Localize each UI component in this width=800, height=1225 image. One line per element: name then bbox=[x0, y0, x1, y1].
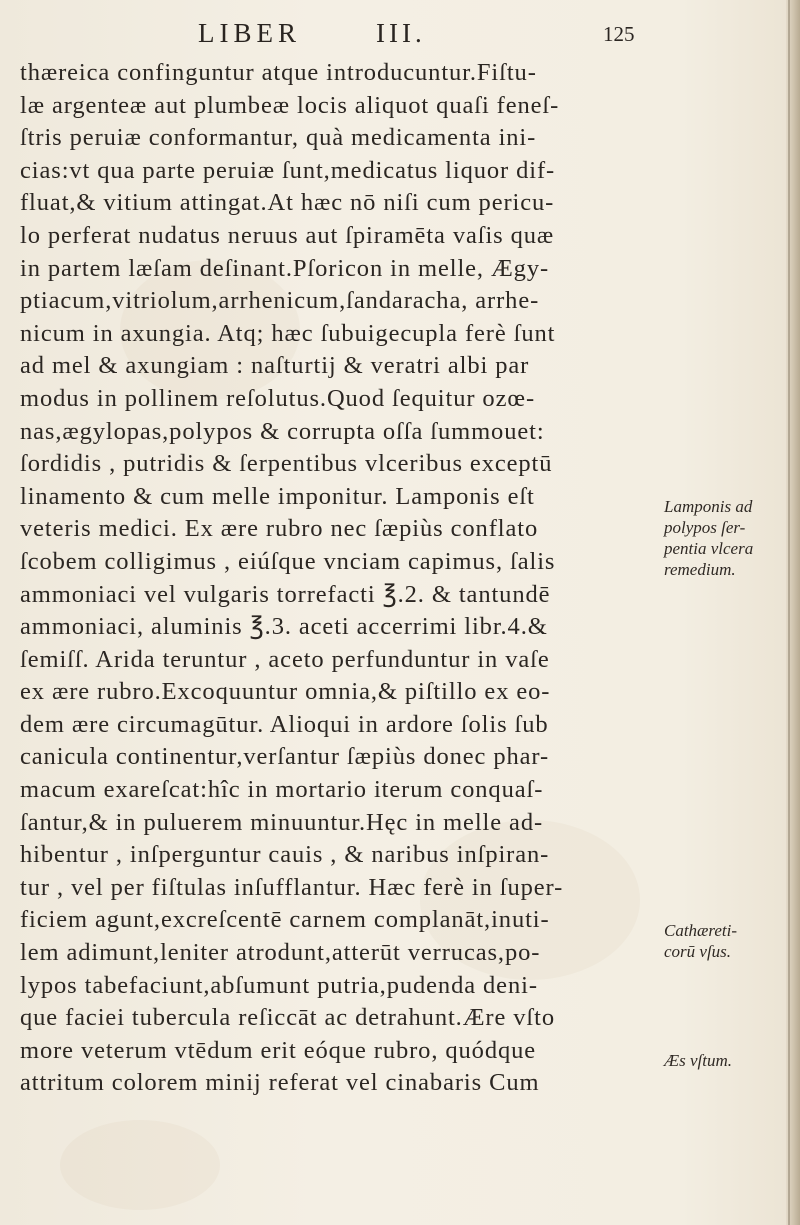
text-line: veteris medici. Ex ære rubro nec ſæpiùs conflato bbox=[20, 515, 539, 543]
margin-note-lamponis bbox=[664, 496, 753, 580]
text-line: canicula continentur,verſantur ſæpiùs donec phar- bbox=[20, 743, 550, 771]
body-text bbox=[20, 57, 660, 1100]
margin-note-line: polypos ſer- bbox=[664, 518, 746, 537]
text-line: thæreica confinguntur atque introducuntur.Fiſtu- bbox=[20, 59, 537, 86]
text-line: ficiem agunt,excreſcentē carnem complanāt,inuti- bbox=[20, 906, 550, 934]
margin-note-line: Lamponis ad bbox=[664, 497, 753, 516]
text-line: lypos tabefaciunt,abſumunt putria,pudenda deni- bbox=[20, 971, 538, 999]
margin-note-aes-ustum bbox=[664, 1050, 732, 1071]
page-number: 125 bbox=[603, 22, 635, 46]
text-line: cias:vt qua parte peruiæ ſunt,medicatus liquor dif- bbox=[20, 156, 556, 184]
text-line: ammoniaci, aluminis ℥.3. aceti accerrimi libr.4.& bbox=[20, 613, 548, 641]
margin-note-line: Æs vſtum. bbox=[664, 1051, 732, 1070]
text-line: more veterum vtēdum erit eóque rubro, quódque bbox=[20, 1036, 537, 1064]
header-title: LIBER bbox=[198, 18, 301, 48]
text-line: attritum colorem minij referat vel cinabaris Cum bbox=[20, 1069, 540, 1097]
text-line: in partem læſam deſinant.Pſoricon in melle, Ægy- bbox=[20, 254, 550, 282]
text-line: macum exareſcat:hîc in mortario iterum conquaſ- bbox=[20, 776, 544, 804]
margin-note-line: remedium. bbox=[664, 560, 736, 579]
text-line: ſordidis , putridis & ſerpentibus vlceribus exceptū bbox=[20, 450, 553, 478]
text-line: ſtris peruiæ conformantur, quà medicamenta ini- bbox=[20, 124, 537, 152]
running-header bbox=[58, 18, 658, 56]
text-line: hibentur , inſperguntur cauis , & naribus inſpiran- bbox=[20, 841, 550, 869]
text-line: ptiacum,vitriolum,arrhenicum,ſandaracha, arrhe- bbox=[20, 287, 540, 315]
text-line: læ argenteæ aut plumbeæ locis aliquot quaſi feneſ- bbox=[20, 91, 560, 119]
margin-note-line: Cathæreti- bbox=[664, 921, 738, 940]
text-line: lem adimunt,leniter atrodunt,atterūt verrucas,po- bbox=[20, 939, 541, 967]
text-line: ammoniaci vel vulgaris torrefacti ℥.2. & tantundē bbox=[20, 580, 551, 608]
text-line: que faciei tubercula reſiccāt ac detrahunt.Ære vſto bbox=[20, 1004, 555, 1032]
margin-note-cathaeretic bbox=[664, 920, 737, 962]
text-line: ſemiſſ. Arida teruntur , aceto perfunduntur in vaſe bbox=[20, 645, 550, 673]
text-line: ſcobem colligimus , eiúſque vnciam capimus, ſalis bbox=[20, 547, 556, 575]
text-line: fluat,& vitium attingat.At hæc nō niſi cum pericu- bbox=[20, 189, 555, 217]
text-line: nas,ægylopas,polypos & corrupta oſſa ſummouet: bbox=[20, 417, 545, 445]
page-edge-line bbox=[788, 0, 790, 1225]
text-line: ex ære rubro.Excoquuntur omnia,& piſtillo ex eo- bbox=[20, 678, 551, 706]
text-line: nicum in axungia. Atq; hæc ſubuigecupla ferè ſunt bbox=[20, 319, 556, 347]
text-line: linamento & cum melle imponitur. Lamponis eſt bbox=[20, 482, 535, 510]
text-line: lo perferat nudatus neruus aut ſpiramēta vaſis quæ bbox=[20, 221, 555, 249]
paper-stain bbox=[60, 1120, 220, 1210]
text-line: ad mel & axungiam : naſturtij & veratri albi par bbox=[20, 352, 530, 380]
margin-note-line: corū vſus. bbox=[664, 942, 732, 961]
header-volume: III. bbox=[376, 18, 426, 48]
text-line: ſantur,& in puluerem minuuntur.Hęc in melle ad- bbox=[20, 808, 544, 836]
text-line: modus in pollinem reſolutus.Quod ſequitur ozœ- bbox=[20, 384, 536, 412]
text-line: dem ære circumagūtur. Alioqui in ardore ſolis ſub bbox=[20, 710, 549, 738]
margin-note-line: pentia vlcera bbox=[664, 539, 754, 558]
text-line: tur , vel per fiſtulas inſufflantur. Hæc ferè in ſuper- bbox=[20, 873, 564, 901]
